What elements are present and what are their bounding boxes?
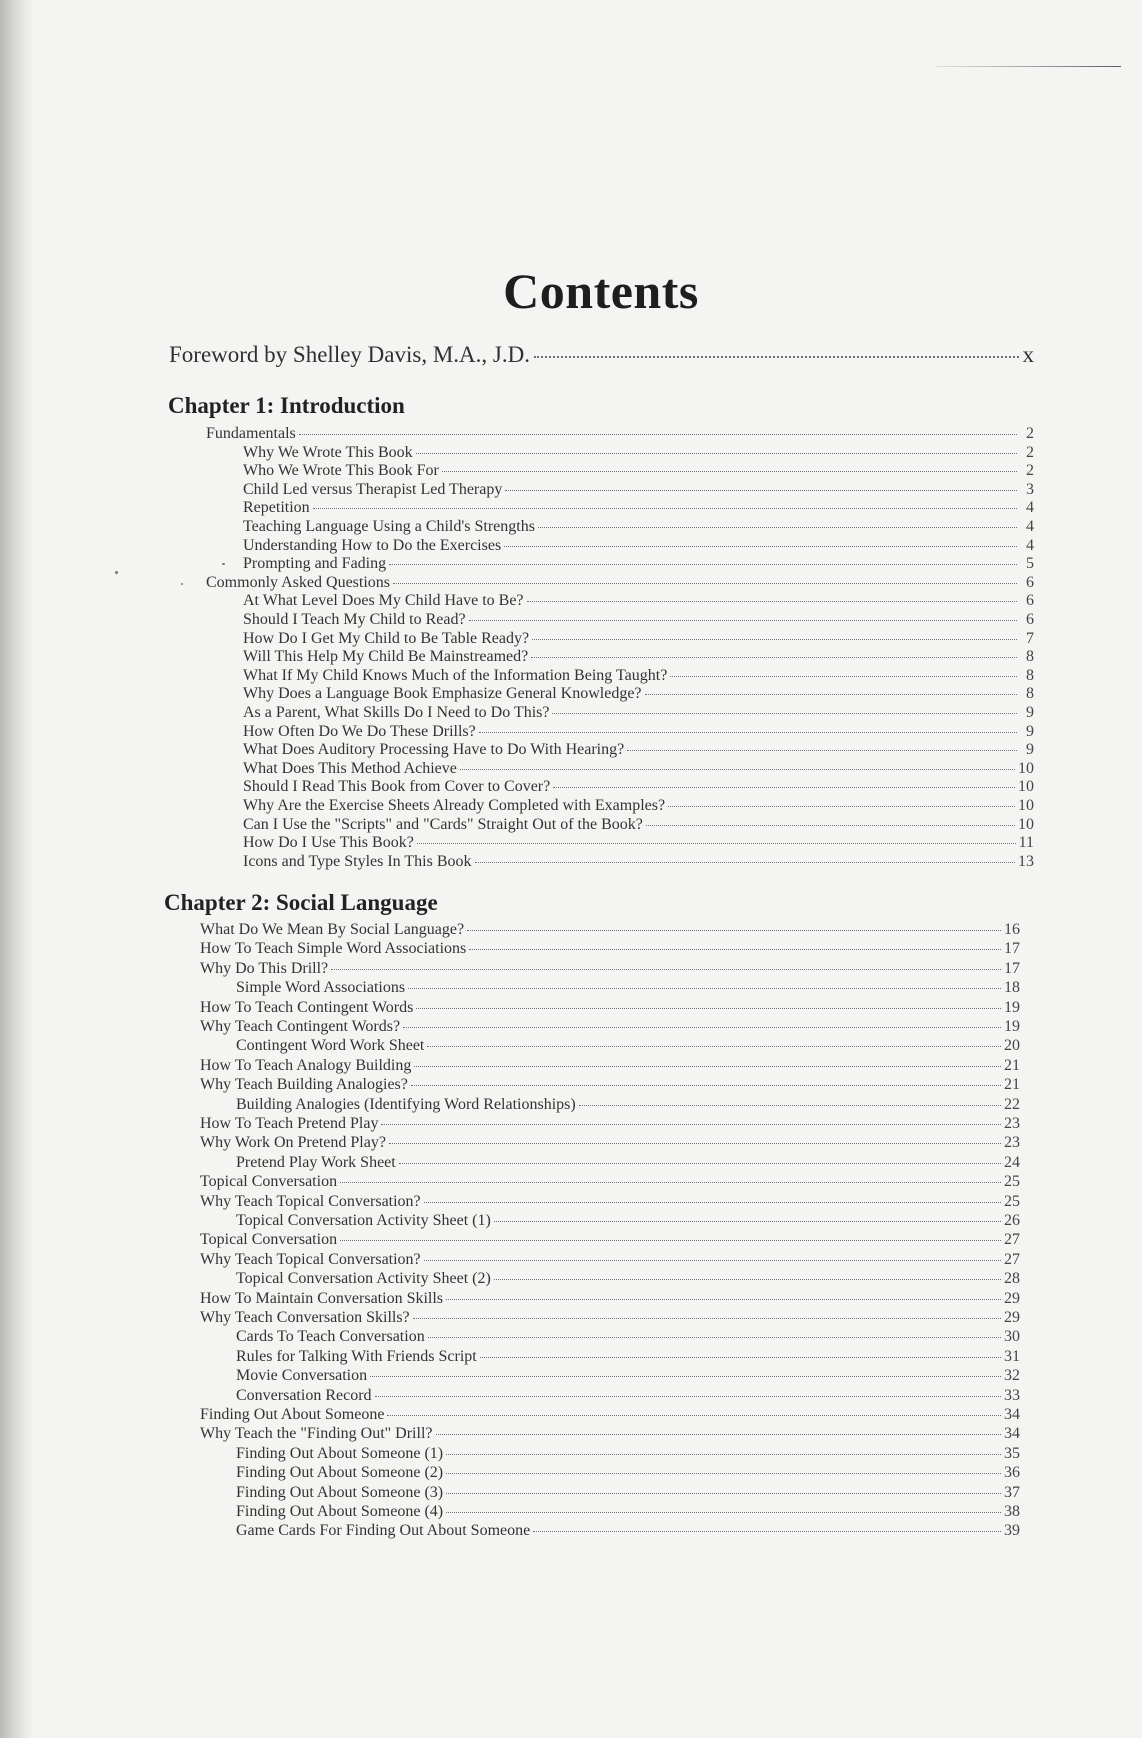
dot-leader bbox=[670, 676, 1017, 677]
toc-entry-page: 6 bbox=[1026, 592, 1034, 610]
toc-entry-page: 25 bbox=[1004, 1192, 1020, 1210]
toc-entry-page: 2 bbox=[1026, 443, 1034, 461]
toc-entry-label: Why Does a Language Book Emphasize General Knowledge? bbox=[243, 685, 642, 703]
toc-entry-label: Contingent Word Work Sheet bbox=[236, 1037, 425, 1055]
toc-entry-label: What Do We Mean By Social Language? bbox=[200, 921, 465, 938]
toc-entry bbox=[236, 1445, 1020, 1463]
toc-entry-label: Fundamentals bbox=[206, 425, 296, 442]
toc-entry-page: 38 bbox=[1004, 1503, 1020, 1520]
toc-entry-label: As a Parent, What Skills Do I Need to Do This? bbox=[243, 704, 550, 721]
toc-entry bbox=[243, 834, 1034, 852]
foreword-page: x bbox=[1022, 342, 1034, 367]
toc-entry bbox=[200, 1425, 1020, 1443]
toc-entry bbox=[236, 1522, 1020, 1540]
dot-leader bbox=[553, 787, 1015, 788]
toc-entry-page: 37 bbox=[1004, 1483, 1020, 1501]
toc-entry-page: 7 bbox=[1026, 629, 1034, 647]
toc-entry-label: Why Are the Exercise Sheets Already Completed with Examples? bbox=[243, 797, 666, 814]
dot-leader bbox=[381, 1124, 1001, 1125]
toc-entry-page: 9 bbox=[1026, 704, 1034, 721]
toc-entry-page: 23 bbox=[1004, 1115, 1020, 1132]
dot-leader bbox=[408, 988, 1001, 989]
toc-entry-page: 16 bbox=[1004, 921, 1020, 938]
toc-entry-page: 27 bbox=[1004, 1250, 1020, 1268]
toc-entry bbox=[200, 1076, 1020, 1094]
toc-entry-page: 2 bbox=[1026, 462, 1034, 480]
toc-entry-label: Repetition bbox=[243, 499, 310, 517]
dot-leader bbox=[424, 1202, 1001, 1203]
toc-entry-label: How To Teach Pretend Play bbox=[200, 1115, 379, 1132]
dot-leader bbox=[505, 490, 1017, 491]
top-corner-rule bbox=[935, 66, 1121, 67]
toc-entry-page: 33 bbox=[1004, 1386, 1020, 1404]
toc-entry-label: How Often Do We Do These Drills? bbox=[243, 722, 476, 740]
toc-entry-label: Movie Conversation bbox=[236, 1367, 368, 1385]
toc-entry bbox=[200, 1057, 1020, 1075]
toc-entry bbox=[243, 853, 1034, 871]
scan-speck bbox=[181, 583, 183, 585]
dot-leader bbox=[627, 750, 1017, 751]
toc-entry-page: 39 bbox=[1004, 1522, 1020, 1540]
toc-entry-page: 10 bbox=[1018, 778, 1034, 796]
toc-entry-label: Topical Conversation Activity Sheet (2) bbox=[236, 1270, 491, 1288]
toc-entry bbox=[200, 1406, 1020, 1424]
toc-entry-label: How To Maintain Conversation Skills bbox=[200, 1289, 444, 1307]
dot-leader bbox=[646, 825, 1015, 826]
toc-entry bbox=[243, 611, 1034, 629]
toc-entry-page: 2 bbox=[1026, 425, 1034, 442]
dot-leader bbox=[552, 713, 1017, 714]
toc-entry-label: Why Work On Pretend Play? bbox=[200, 1134, 386, 1152]
toc-entry-label: Finding Out About Someone bbox=[200, 1406, 385, 1423]
dot-leader bbox=[411, 1085, 1001, 1086]
toc-entry bbox=[236, 1270, 1020, 1288]
toc-entry-page: 5 bbox=[1026, 555, 1034, 573]
toc-entry bbox=[206, 425, 1034, 443]
toc-entry-page: 25 bbox=[1004, 1173, 1020, 1191]
toc-entry-page: 8 bbox=[1026, 685, 1034, 703]
dot-leader bbox=[387, 1415, 1001, 1416]
toc-entry bbox=[243, 499, 1034, 517]
dot-leader bbox=[475, 862, 1016, 863]
dot-leader bbox=[299, 434, 1017, 435]
toc-entry-page: 29 bbox=[1004, 1309, 1020, 1326]
toc-entry-label: How Do I Get My Child to Be Table Ready? bbox=[243, 629, 530, 647]
toc-entry bbox=[243, 797, 1034, 815]
toc-entry-label: Simple Word Associations bbox=[236, 979, 406, 997]
toc-entry bbox=[236, 1484, 1020, 1502]
toc-entry-page: 36 bbox=[1004, 1464, 1020, 1482]
dot-leader bbox=[579, 1105, 1001, 1106]
dot-leader bbox=[645, 694, 1017, 695]
toc-entry-label: What Does This Method Achieve bbox=[243, 759, 457, 777]
toc-entry bbox=[236, 1328, 1020, 1346]
toc-entry-label: Child Led versus Therapist Led Therapy bbox=[243, 480, 503, 498]
dot-leader bbox=[533, 1531, 1001, 1532]
toc-entry-page: 19 bbox=[1004, 998, 1020, 1016]
dot-leader bbox=[534, 356, 1019, 358]
dot-leader bbox=[340, 1240, 1001, 1241]
toc-entry-label: How To Teach Contingent Words bbox=[200, 998, 414, 1016]
toc-entry-label: Icons and Type Styles In This Book bbox=[243, 852, 472, 870]
toc-entry-page: 22 bbox=[1004, 1095, 1020, 1113]
dot-leader bbox=[389, 1143, 1001, 1144]
dot-leader bbox=[436, 1434, 1002, 1435]
toc-entry bbox=[236, 1037, 1020, 1055]
toc-entry-label: Why Do This Drill? bbox=[200, 959, 329, 977]
foreword-label: Foreword by Shelley Davis, M.A., J.D. bbox=[169, 342, 530, 367]
toc-entry bbox=[200, 1309, 1020, 1327]
scan-speck bbox=[222, 563, 225, 565]
dot-leader bbox=[340, 1182, 1001, 1183]
toc-entry-page: 17 bbox=[1004, 959, 1020, 977]
dot-leader bbox=[494, 1221, 1001, 1222]
dot-leader bbox=[399, 1163, 1001, 1164]
toc-entry bbox=[236, 1464, 1020, 1482]
toc-entry-page: 34 bbox=[1004, 1406, 1020, 1423]
toc-entry bbox=[200, 960, 1020, 978]
dot-leader bbox=[389, 564, 1017, 565]
toc-entry bbox=[200, 1134, 1020, 1152]
toc-entry bbox=[243, 667, 1034, 685]
dot-leader bbox=[532, 639, 1017, 640]
toc-entry bbox=[243, 648, 1034, 666]
toc-entry-page: 6 bbox=[1026, 573, 1034, 591]
dot-leader bbox=[446, 1454, 1001, 1455]
toc-entry bbox=[243, 816, 1034, 834]
toc-entry-label: Will This Help My Child Be Mainstreamed? bbox=[243, 648, 529, 666]
dot-leader bbox=[446, 1512, 1001, 1513]
toc-entry bbox=[243, 685, 1034, 703]
toc-entry-label: Conversation Record bbox=[236, 1386, 372, 1404]
toc-entry-label: Understanding How to Do the Exercises bbox=[243, 536, 502, 554]
dot-leader bbox=[494, 1279, 1001, 1280]
dot-leader bbox=[469, 620, 1017, 621]
toc-entry-label: Why Teach Topical Conversation? bbox=[200, 1192, 421, 1210]
foreword-entry bbox=[169, 342, 1034, 368]
dot-leader bbox=[413, 1318, 1001, 1319]
toc-entry bbox=[200, 1115, 1020, 1133]
toc-entry-page: 20 bbox=[1004, 1037, 1020, 1055]
dot-leader bbox=[504, 546, 1017, 547]
toc-entry-label: Cards To Teach Conversation bbox=[236, 1328, 425, 1346]
toc-entry-page: 17 bbox=[1004, 940, 1020, 958]
toc-entry-label: How To Teach Simple Word Associations bbox=[200, 940, 467, 958]
toc-entry bbox=[243, 704, 1034, 722]
toc-entry bbox=[243, 462, 1034, 480]
dot-leader bbox=[467, 930, 1001, 931]
toc-entry bbox=[236, 979, 1020, 997]
toc-entry bbox=[206, 574, 1034, 592]
toc-entry-label: Topical Conversation Activity Sheet (1) bbox=[236, 1212, 491, 1229]
toc-entry-page: 9 bbox=[1026, 741, 1034, 759]
dot-leader bbox=[480, 1357, 1001, 1358]
toc-entry-page: 10 bbox=[1018, 759, 1034, 777]
toc-entry-label: Should I Teach My Child to Read? bbox=[243, 611, 466, 628]
toc-entry-label: Prompting and Fading bbox=[243, 555, 387, 573]
toc-entry-page: 28 bbox=[1004, 1270, 1020, 1288]
toc-entry-page: 34 bbox=[1004, 1425, 1020, 1443]
toc-entry-label: Should I Read This Book from Cover to Cover? bbox=[243, 778, 551, 796]
toc-entry-page: 8 bbox=[1026, 648, 1034, 666]
toc-entry bbox=[200, 921, 1020, 939]
toc-entry bbox=[243, 778, 1034, 796]
toc-entry bbox=[243, 741, 1034, 759]
dot-leader bbox=[417, 843, 1016, 844]
toc-entry-label: Finding Out About Someone (3) bbox=[236, 1483, 444, 1501]
toc-entry bbox=[243, 481, 1034, 499]
dot-leader bbox=[446, 1473, 1001, 1474]
dot-leader bbox=[446, 1299, 1001, 1300]
toc-entry bbox=[200, 1290, 1020, 1308]
toc-entry-page: 19 bbox=[1004, 1018, 1020, 1035]
toc-entry bbox=[243, 723, 1034, 741]
toc-entry bbox=[200, 940, 1020, 958]
toc-entry-label: Finding Out About Someone (1) bbox=[236, 1444, 444, 1462]
dot-leader bbox=[446, 1493, 1001, 1494]
toc-entry-page: 35 bbox=[1004, 1444, 1020, 1462]
toc-entry bbox=[243, 760, 1034, 778]
toc-entry-label: Why Teach Topical Conversation? bbox=[200, 1250, 421, 1268]
toc-entry-label: Why Teach the "Finding Out" Drill? bbox=[200, 1425, 433, 1443]
dot-leader bbox=[538, 527, 1017, 528]
toc-entry-page: 11 bbox=[1018, 834, 1034, 852]
toc-entry-label: At What Level Does My Child Have to Be? bbox=[243, 592, 524, 610]
toc-entry-label: Why Teach Contingent Words? bbox=[200, 1018, 401, 1035]
dot-leader bbox=[416, 1008, 1001, 1009]
toc-entry-page: 4 bbox=[1026, 536, 1034, 554]
toc-entry-label: Why Teach Building Analogies? bbox=[200, 1076, 408, 1094]
toc-entry bbox=[200, 1251, 1020, 1269]
toc-entry-label: How Do I Use This Book? bbox=[243, 834, 414, 852]
toc-entry bbox=[200, 1173, 1020, 1191]
toc-entry-page: 10 bbox=[1018, 815, 1034, 833]
scan-speck bbox=[115, 571, 118, 574]
toc-entry-label: Topical Conversation bbox=[200, 1173, 338, 1191]
dot-leader bbox=[428, 1337, 1001, 1338]
toc-entry-page: 21 bbox=[1004, 1056, 1020, 1074]
toc-entry-label: Pretend Play Work Sheet bbox=[236, 1153, 396, 1171]
toc-entry bbox=[243, 518, 1034, 536]
toc-entry bbox=[236, 1348, 1020, 1366]
toc-entry-label: Building Analogies (Identifying Word Relationships) bbox=[236, 1095, 576, 1113]
dot-leader bbox=[427, 1046, 1001, 1047]
toc-entry-label: Why Teach Conversation Skills? bbox=[200, 1309, 410, 1326]
toc-entry bbox=[243, 592, 1034, 610]
toc-entry-page: 21 bbox=[1004, 1076, 1020, 1094]
toc-entry bbox=[236, 1154, 1020, 1172]
toc-entry bbox=[200, 1193, 1020, 1211]
toc-entry-page: 9 bbox=[1026, 722, 1034, 740]
toc-entry-page: 8 bbox=[1026, 666, 1034, 684]
dot-leader bbox=[416, 453, 1017, 454]
dot-leader bbox=[668, 806, 1015, 807]
dot-leader bbox=[313, 508, 1017, 509]
toc-entry-page: 24 bbox=[1004, 1153, 1020, 1171]
toc-entry-label: Topical Conversation bbox=[200, 1231, 338, 1249]
toc-entry-page: 27 bbox=[1004, 1231, 1020, 1249]
toc-entry-page: 4 bbox=[1026, 518, 1034, 535]
toc-entry bbox=[236, 1367, 1020, 1385]
toc-entry-page: 3 bbox=[1026, 480, 1034, 498]
toc-entry-page: 30 bbox=[1004, 1328, 1020, 1346]
toc-entry bbox=[243, 444, 1034, 462]
toc-entry-label: Who We Wrote This Book For bbox=[243, 462, 439, 480]
dot-leader bbox=[370, 1376, 1001, 1377]
dot-leader bbox=[460, 769, 1015, 770]
toc-entry-page: 29 bbox=[1004, 1289, 1020, 1307]
toc-entry-label: Finding Out About Someone (4) bbox=[236, 1503, 444, 1520]
toc-entry-page: 10 bbox=[1018, 797, 1034, 814]
toc-entry-page: 32 bbox=[1004, 1367, 1020, 1385]
toc-entry-page: 6 bbox=[1026, 611, 1034, 628]
toc-entry-label: What Does Auditory Processing Have to Do With Hearing? bbox=[243, 741, 625, 759]
dot-leader bbox=[424, 1260, 1001, 1261]
toc-entry bbox=[200, 999, 1020, 1017]
dot-leader bbox=[479, 732, 1017, 733]
toc-entry-label: Game Cards For Finding Out About Someone bbox=[236, 1522, 531, 1540]
toc-entry-label: Why We Wrote This Book bbox=[243, 443, 413, 461]
toc-entry bbox=[236, 1387, 1020, 1405]
dot-leader bbox=[469, 949, 1001, 950]
dot-leader bbox=[331, 969, 1001, 970]
chapter-1-heading: Chapter 1: Introduction bbox=[168, 393, 405, 418]
dot-leader bbox=[527, 601, 1017, 602]
page-title: Contents bbox=[503, 263, 699, 319]
dot-leader bbox=[403, 1027, 1001, 1028]
toc-entry-page: 23 bbox=[1004, 1134, 1020, 1152]
toc-entry-label: Teaching Language Using a Child's Strengths bbox=[243, 518, 535, 535]
toc-entry bbox=[200, 1018, 1020, 1036]
toc-entry bbox=[236, 1212, 1020, 1230]
toc-entry-label: What If My Child Knows Much of the Information Being Taught? bbox=[243, 666, 668, 684]
toc-entry-page: 26 bbox=[1004, 1212, 1020, 1229]
toc-entry bbox=[243, 555, 1034, 573]
toc-entry bbox=[200, 1231, 1020, 1249]
dot-leader bbox=[414, 1066, 1001, 1067]
toc-entry-label: How To Teach Analogy Building bbox=[200, 1056, 412, 1074]
toc-entry-label: Commonly Asked Questions bbox=[206, 573, 391, 591]
toc-entry-label: Finding Out About Someone (2) bbox=[236, 1464, 444, 1482]
toc-entry-page: 13 bbox=[1018, 852, 1034, 870]
toc-entry bbox=[236, 1503, 1020, 1521]
dot-leader bbox=[531, 657, 1017, 658]
toc-entry-label: Rules for Talking With Friends Script bbox=[236, 1347, 477, 1365]
dot-leader bbox=[442, 471, 1017, 472]
toc-entry bbox=[243, 537, 1034, 555]
toc-entry-page: 4 bbox=[1026, 499, 1034, 517]
toc-entry bbox=[243, 630, 1034, 648]
toc-entry-page: 18 bbox=[1004, 979, 1020, 997]
toc-entry-label: Can I Use the "Scripts" and "Cards" Straight Out of the Book? bbox=[243, 815, 643, 833]
dot-leader bbox=[375, 1396, 1001, 1397]
dot-leader bbox=[393, 583, 1017, 584]
toc-entry-page: 31 bbox=[1004, 1347, 1020, 1365]
chapter-2-heading: Chapter 2: Social Language bbox=[164, 890, 438, 915]
toc-entry bbox=[236, 1096, 1020, 1114]
book-spine-shadow bbox=[0, 0, 34, 1738]
